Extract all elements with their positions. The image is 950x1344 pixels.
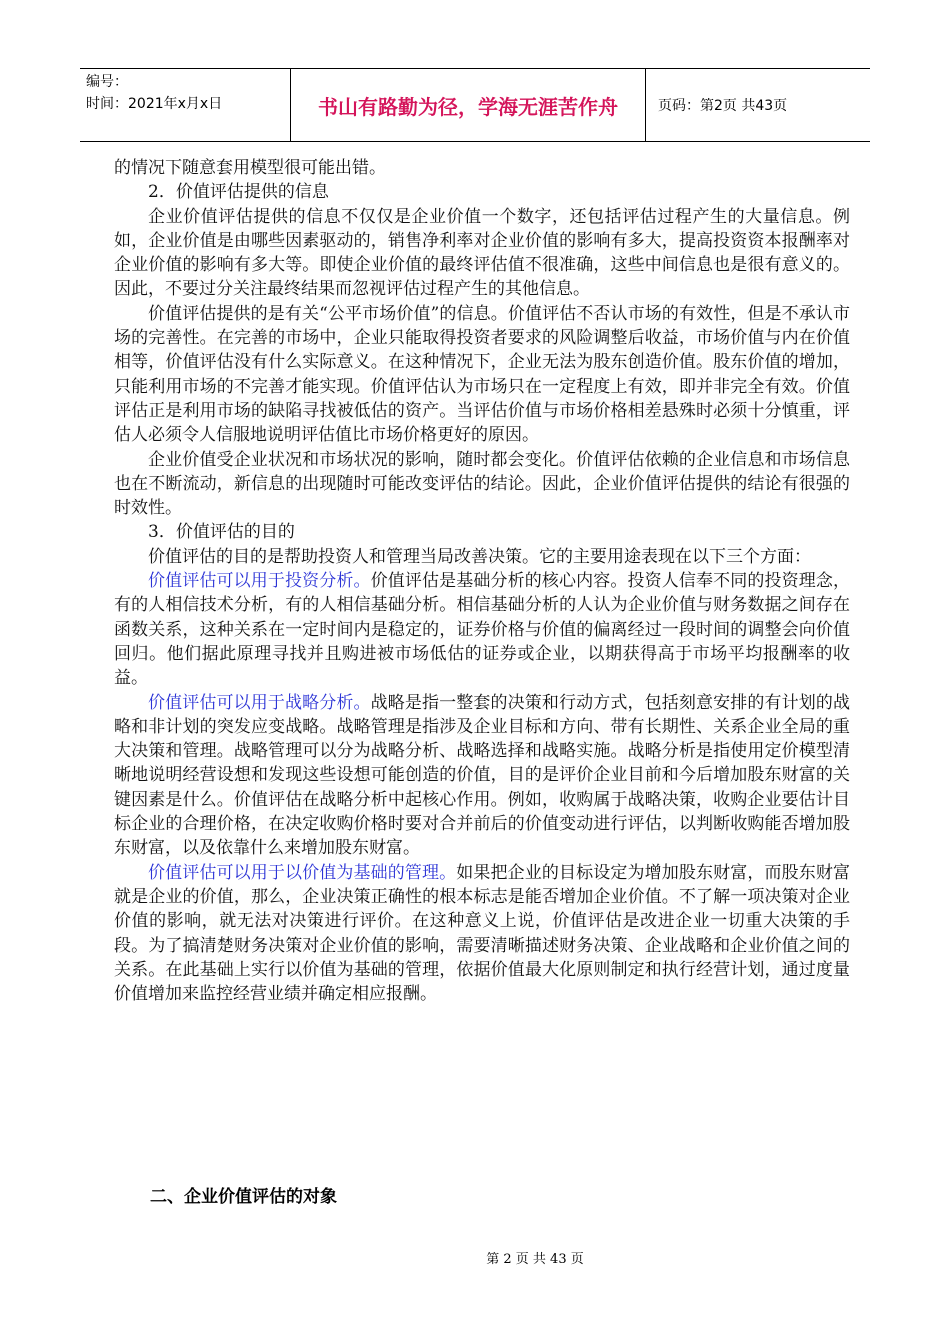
header-page-info: 页码：第2页 共43页 (658, 98, 788, 114)
header-number: 编号： (86, 74, 128, 90)
paragraph-text: 价值评估是基础分析的核心内容。投资人信奉不同的投资理念，有的人相信技术分析，有的人相信基础分析。相信基础分析的人认为企业价值与财务数据之间存在函数关系，这种关系在一定时间内是稳定的，证券价格与价值的偏离经过一段时间的调整会向价值回归。他们据此原理寻找并且购进被市场低估的证券或企业，以期获得高于市场平均报酬率的收益。 (114, 571, 850, 689)
paragraph (114, 691, 850, 861)
paragraph (114, 861, 850, 1007)
paragraph: 价值评估的目的是帮助投资人和管理当局改善决策。它的主要用途表现在以下三个方面： (148, 546, 811, 567)
paragraph: 企业价值评估提供的信息不仅仅是企业价值一个数字，还包括评估过程产生的大量信息。例如，企业价值是由哪些因素驱动的，销售净利率对企业价值的影响有多大，提高投资资本报酬率对企业价值的影响有多大等。即使企业价值的最终评估值不很准确，这些中间信息也是很有意义的。因此，不要过分关注最终结果而忽视评估过程产生的其他信息。 (114, 206, 850, 300)
header-time: 时间：2021年x月x日 (86, 96, 223, 112)
header-meta (80, 69, 291, 141)
paragraph (114, 569, 850, 690)
header-motto: 书山有路勤为径，学海无涯苦作舟 (291, 69, 646, 141)
subheading: 2．价值评估提供的信息 (148, 182, 329, 203)
paragraph: 的情况下随意套用模型很可能出错。 (114, 158, 386, 178)
section-heading: 二、企业价值评估的对象 (150, 1187, 337, 1207)
highlight-lead: 价值评估可以用于战略分析。 (148, 692, 371, 713)
highlight-lead: 价值评估可以用于投资分析。 (148, 571, 371, 592)
page-footer: 第 2 页 共 43 页 (486, 1252, 584, 1267)
subheading: 3．价值评估的目的 (148, 522, 295, 543)
paragraph: 价值评估提供的是有关“公平市场价值”的信息。价值评估不否认市场的有效性，但是不承认市场的完善性。在完善的市场中，企业只能取得投资者要求的风险调整后收益，市场价值与内在价值相等，价值评估没有什么实际意义。在这种情况下，企业无法为股东创造价值。股东价值的增加，只能利用市场的不完善才能实现。价值评估认为市场只在一定程度上有效，即并非完全有效。价值评估正是利用市场的缺陷寻找被低估的资产。当评估价值与市场价格相差悬殊时必须十分慎重，评估人必须令人信服地说明评估值比市场价格更好的原因。 (114, 303, 850, 446)
paragraph-text: 如果把企业的目标设定为增加股东财富，而股东财富就是企业的价值，那么，企业决策正确性的根本标志是能否增加企业价值。不了解一项决策对企业价值的影响，就无法对决策进行评价。在这种意义上说，价值评估是改进企业一切重大决策的手段。为了搞清楚财务决策对企业价值的影响，需要清晰描述财务决策、企业战略和企业价值之间的关系。在此基础上实行以价值为基础的管理，依据价值最大化原则制定和执行经营计划，通过度量价值增加来监控经营业绩并确定相应报酬。 (114, 862, 850, 1005)
document-body (114, 156, 850, 1006)
highlight-lead: 价值评估可以用于以价值为基础的管理。 (148, 862, 457, 883)
page-header (80, 68, 870, 142)
paragraph: 企业价值受企业状况和市场状况的影响，随时都会变化。价值评估依赖的企业信息和市场信息也在不断流动，新信息的出现随时可能改变评估的结论。因此，企业价值评估提供的结论有很强的时效性。 (114, 449, 850, 519)
paragraph-text: 战略是指一整套的决策和行动方式，包括刻意安排的有计划的战略和非计划的突发应变战略。战略管理是指涉及企业目标和方向、带有长期性、关系企业全局的重大决策和管理。战略管理可以分为战略分析、战略选择和战略实施。战略分析是指使用定价模型清晰地说明经营设想和发现这些设想可能创造的价值，目的是评价企业目前和今后增加股东财富的关键因素是什么。价值评估在战略分析中起核心作用。例如，收购属于战略决策，收购企业要估计目标企业的合理价格，在决定收购价格时要对合并前后的价值变动进行评估，以判断收购能否增加股东财富，以及依靠什么来增加股东财富。 (114, 692, 850, 859)
